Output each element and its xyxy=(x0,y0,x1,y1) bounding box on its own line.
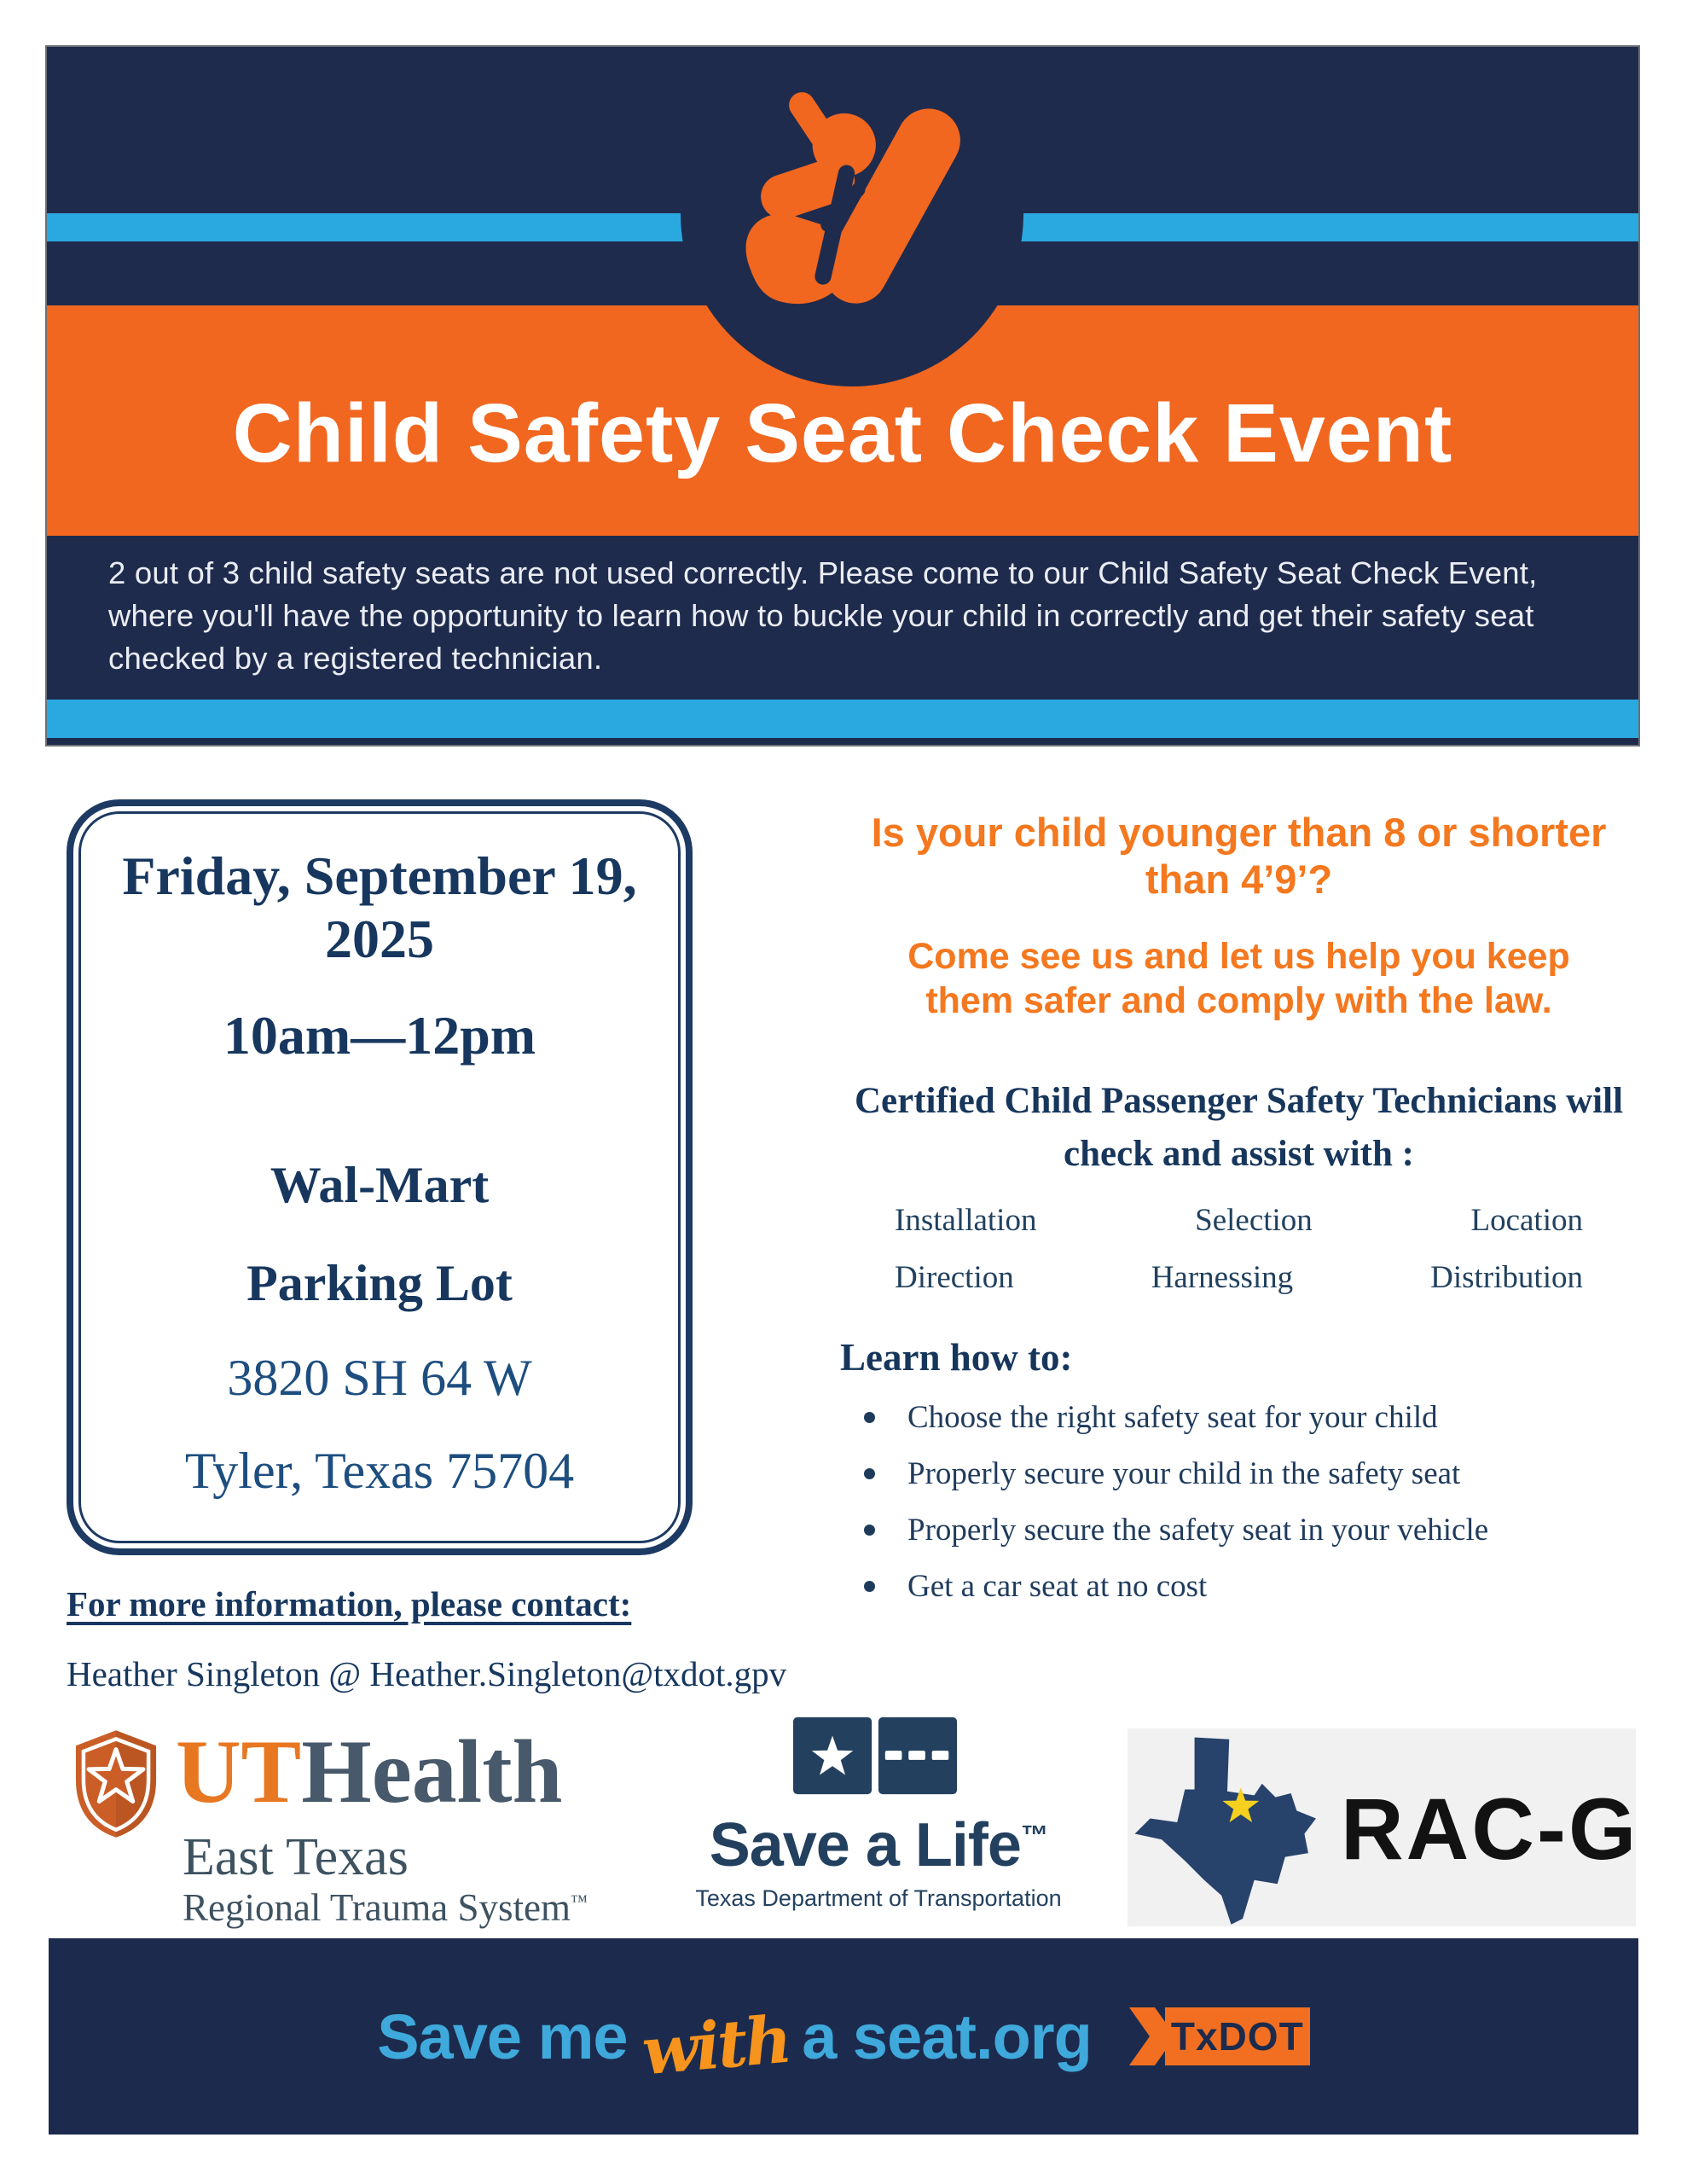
event-time: 10am—12pm xyxy=(223,1005,536,1066)
list-item-text: Properly secure your child in the safety seat xyxy=(907,1455,1461,1491)
contact-label: For more information, please contact: xyxy=(67,1584,632,1623)
service-item: Distribution xyxy=(1430,1259,1583,1295)
info-column xyxy=(840,809,1638,1605)
uthealth-wordmark xyxy=(176,1722,563,1821)
event-address: 3820 SH 64 W xyxy=(227,1350,532,1407)
event-description: 2 out of 3 child safety seats are not used correctly. Please come to our Child Safety Seat Check Event, where you'll have the opportunity to learn how to buckle your child in correctly and get their safety seat checked by a registered technician. xyxy=(108,555,1538,676)
list-item-text: Choose the right safety seat for your child xyxy=(907,1399,1438,1435)
schedule-card-inner xyxy=(78,811,681,1543)
bullet-dot xyxy=(864,1525,875,1536)
banner-bottom-stripe xyxy=(47,700,1638,738)
footer-save-me: Save me xyxy=(377,2001,628,2072)
uthealth-system-text xyxy=(183,1885,588,1930)
service-item: Location xyxy=(1470,1202,1583,1238)
save-a-life-subtitle: Texas Department of Transportation xyxy=(695,1885,1062,1911)
footer-seat-org: a seat.org xyxy=(802,2001,1092,2072)
learn-heading: Learn how to: xyxy=(840,1335,1073,1379)
list-item xyxy=(840,1399,1638,1436)
uthealth-ut-text: UT xyxy=(176,1722,302,1821)
age-question-heading: Is your child younger than 8 or shorter than 4’9’? xyxy=(871,810,1607,903)
uthealth-region-text: East Texas xyxy=(183,1828,409,1886)
save-a-life-wordmark xyxy=(674,1810,1083,1880)
save-a-life-icon xyxy=(793,1716,960,1795)
service-row-1 xyxy=(840,1202,1638,1239)
bullet-dot xyxy=(864,1468,875,1479)
txdot-flag xyxy=(1129,2002,1310,2071)
contact-detail: Heather Singleton @ Heather.Singleton@txdot.gpv xyxy=(67,1654,787,1693)
event-venue-line2: Parking Lot xyxy=(246,1255,513,1312)
event-venue-line1: Wal-Mart xyxy=(270,1157,490,1214)
help-pitch-text: Come see us and let us help you keep them safer and comply with the law. xyxy=(907,935,1570,1022)
service-row-2 xyxy=(840,1259,1638,1296)
footer-with: with xyxy=(638,2001,792,2089)
event-date-line2: 2025 xyxy=(325,908,434,969)
technicians-heading: Certified Child Passenger Safety Technicians will check and assist with : xyxy=(854,1080,1624,1175)
trademark-symbol: ™ xyxy=(1020,1820,1048,1850)
list-item-text: Properly secure the safety seat in your vehicle xyxy=(907,1512,1489,1548)
uthealth-system-label: Regional Trauma System xyxy=(183,1886,571,1929)
texas-map-icon xyxy=(1131,1734,1324,1926)
schedule-card xyxy=(67,799,693,1555)
car-seat-icon xyxy=(710,79,992,361)
event-city: Tyler, Texas 75704 xyxy=(184,1443,575,1500)
event-banner xyxy=(47,47,1638,745)
list-item xyxy=(840,1512,1638,1548)
list-item xyxy=(840,1568,1638,1605)
list-item-text: Get a car seat at no cost xyxy=(907,1568,1208,1604)
save-a-life-title: Save a Life xyxy=(709,1811,1021,1879)
uthealth-health-text: Health xyxy=(301,1722,563,1821)
trademark-symbol: ™ xyxy=(571,1892,588,1911)
service-item: Selection xyxy=(1195,1202,1313,1238)
footer-campaign-line xyxy=(49,1938,1638,2135)
service-item: Harnessing xyxy=(1151,1259,1294,1295)
event-date-line1: Friday, September 19, xyxy=(122,845,637,906)
racg-wordmark: RAC-G xyxy=(1341,1780,1639,1878)
footer-bar xyxy=(49,1938,1638,2135)
learn-list xyxy=(840,1399,1638,1605)
service-item: Direction xyxy=(895,1259,1014,1295)
list-item xyxy=(840,1455,1638,1492)
bullet-dot xyxy=(864,1581,875,1592)
event-title: Child Safety Seat Check Event xyxy=(232,386,1453,479)
service-item: Installation xyxy=(895,1202,1037,1238)
bullet-dot xyxy=(864,1412,875,1423)
txdot-label: TxDOT xyxy=(1170,2014,1304,2059)
uthealth-shield-icon xyxy=(68,1725,164,1843)
